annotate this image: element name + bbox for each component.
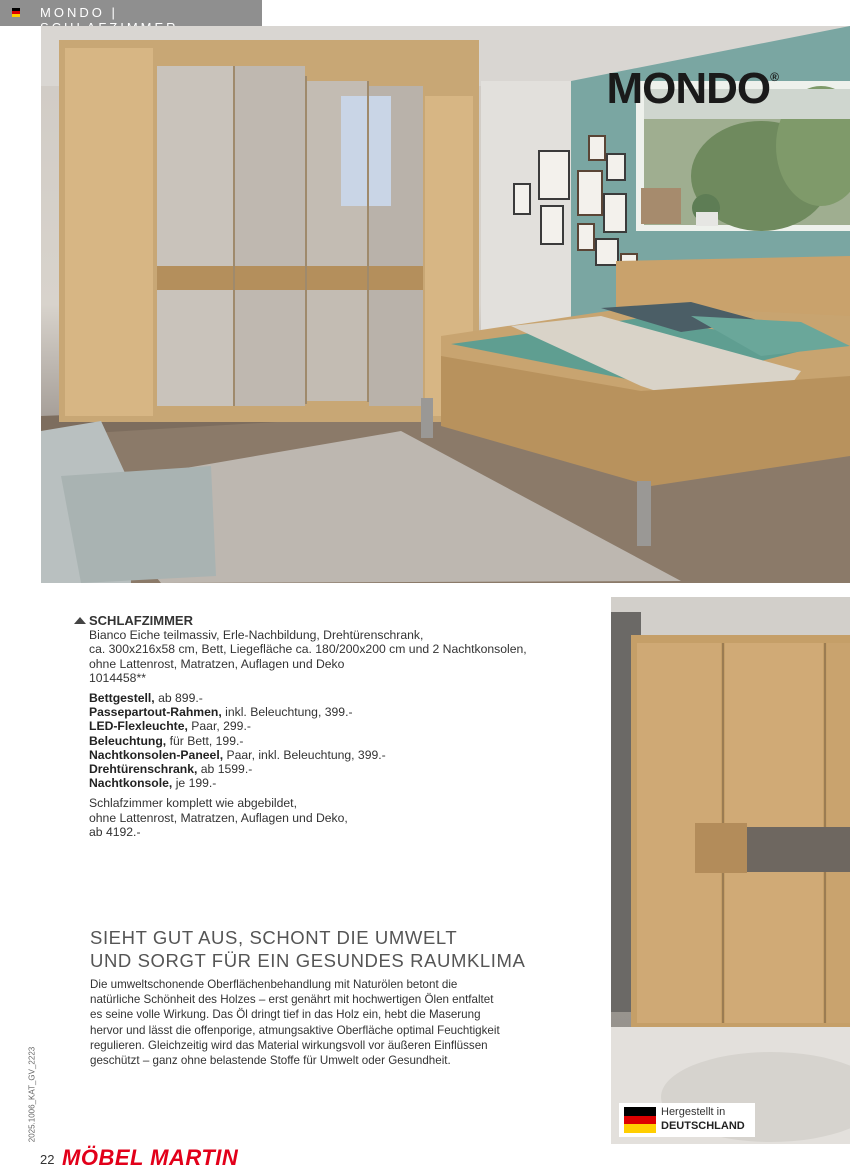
body-line: natürliche Schönheit des Holzes – erst genährt mit hochwertigen Ölen entfaltet — [90, 993, 494, 1007]
triangle-icon — [74, 617, 86, 624]
badge-line-2: DEUTSCHLAND — [661, 1120, 745, 1132]
description-line: ca. 300x216x58 cm, Bett, Liegefläche ca. 180/200x200 cm und 2 Nachtkonsolen, — [89, 642, 527, 657]
product-description — [89, 628, 594, 685]
price-item: LED-Flexleuchte, Paar, 299.- — [89, 719, 251, 734]
price-item: Drehtürenschrank, ab 1599.- — [89, 762, 253, 777]
body-line: hervor und lässt die offenporige, atmungsaktive Oberfläche optimal Feuchtigkeit — [90, 1023, 500, 1037]
headline-line: UND SORGT FÜR EIN GESUNDES RAUMKLIMA — [90, 950, 526, 971]
feature-headline — [90, 926, 526, 972]
price-item: Bettgestell, ab 899.- — [89, 691, 203, 706]
section-header — [0, 0, 262, 26]
wardrobe-photo — [611, 597, 850, 1144]
complete-line: Schlafzimmer komplett wie abgebildet, — [89, 796, 297, 811]
body-line: regulieren. Gleichzeitig wird das Material wirkungsvoll vor äußeren Einflüssen — [90, 1038, 488, 1052]
brand-logo: MONDO® — [606, 64, 778, 113]
description-line: ohne Lattenrost, Matratzen, Auflagen und Deko — [89, 656, 345, 671]
badge-line-1: Hergestellt in — [661, 1106, 726, 1118]
made-in-germany-badge — [619, 1103, 755, 1137]
german-flag-icon — [624, 1107, 656, 1133]
price-item: Beleuchtung, für Bett, 199.- — [89, 733, 244, 748]
price-item: Nachtkonsole, je 199.- — [89, 776, 217, 791]
flag-icon — [12, 8, 20, 17]
complete-price: ab 4192.- — [89, 824, 141, 839]
body-line: es seine volle Wirkung. Das Öl dringt tief in das Holz ein, hebt die Maserung — [90, 1008, 481, 1022]
body-line: Die umweltschonende Oberflächenbehandlung mit Naturölen betont die — [90, 978, 458, 991]
article-number: 1014458** — [89, 670, 146, 685]
complete-line: ohne Lattenrost, Matratzen, Auflagen und Deko, — [89, 810, 348, 825]
catalog-code: 2025.1006_KAT_GV_2223 — [27, 1046, 37, 1143]
price-list — [89, 691, 594, 790]
section-title: MONDO | — [40, 5, 118, 20]
price-item: Passepartout-Rahmen, inkl. Beleuchtung, 399.- — [89, 705, 353, 720]
product-heading: SCHLAFZIMMER — [74, 614, 594, 628]
price-item: Nachtkonsolen-Paneel, Paar, inkl. Beleuchtung, 399.- — [89, 747, 386, 762]
headline-line: SIEHT GUT AUS, SCHONT DIE UMWELT — [90, 927, 458, 948]
description-line: Bianco Eiche teilmassiv, Erle-Nachbildung, Drehtürenschrank, — [89, 628, 424, 643]
product-spec — [74, 614, 594, 839]
body-line: geschützt – ganz ohne belastende Stoffe für Umwelt oder Gesundheit. — [90, 1054, 451, 1068]
complete-offer — [89, 796, 594, 839]
feature-body — [90, 977, 510, 1068]
store-logo: MÖBEL MARTIN — [62, 1145, 239, 1170]
page-number: 22 — [40, 1152, 55, 1167]
wardrobe-illustration — [611, 597, 850, 1144]
bedroom-photo — [41, 26, 850, 583]
